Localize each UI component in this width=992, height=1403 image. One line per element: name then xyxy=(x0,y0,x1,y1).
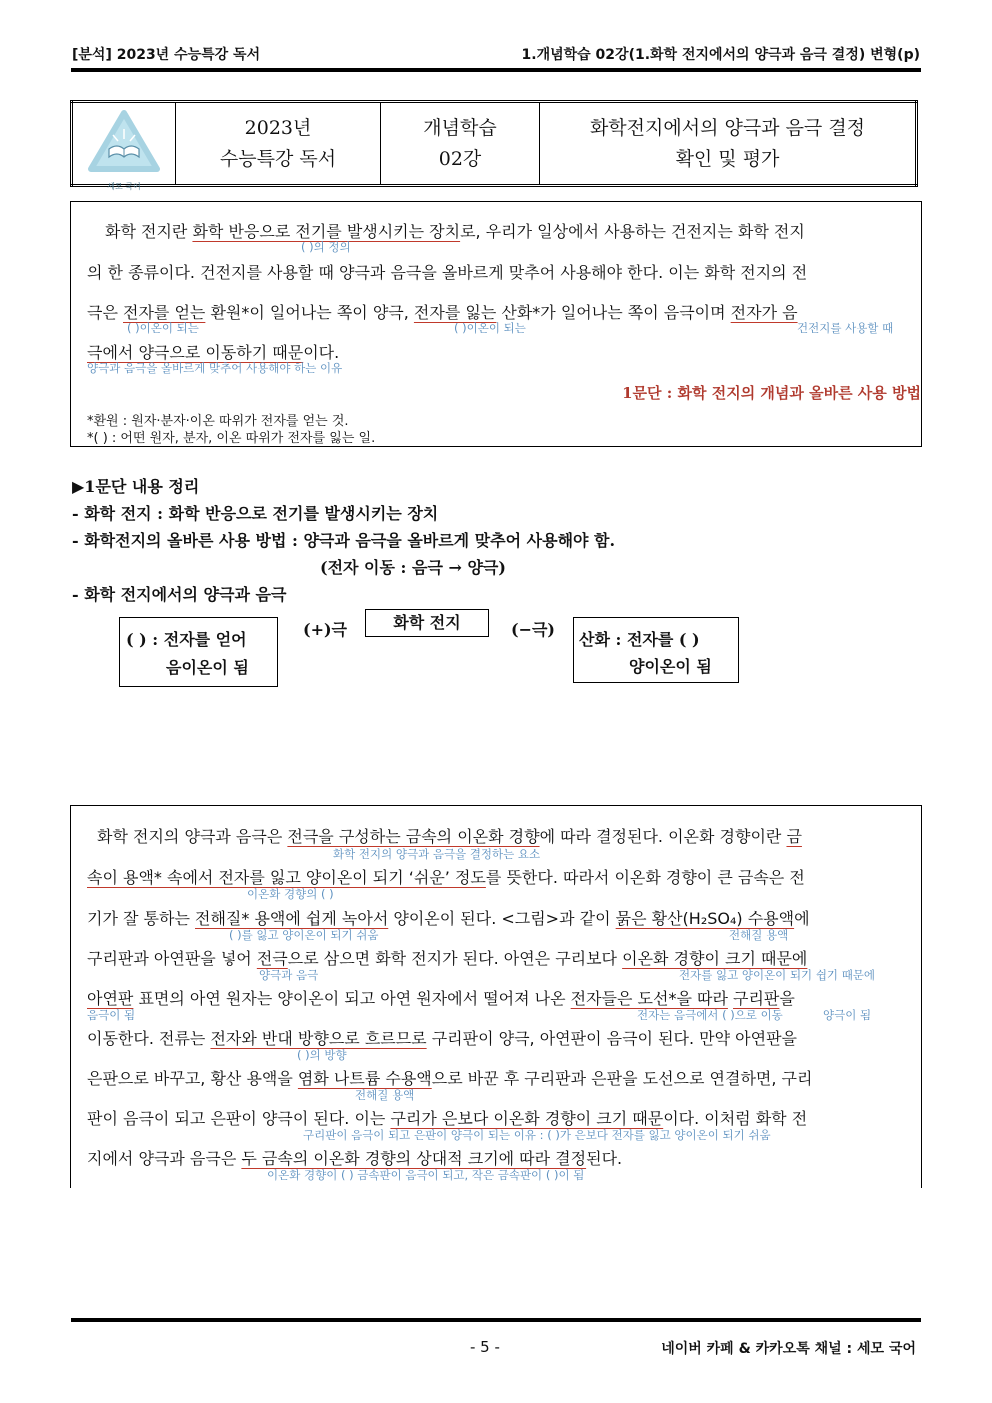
passage2-line-2: 속이 용액* 속에서 전자를 잃고 양이온이 되기 ‘쉬운’ 정도를 뜻한다. 따라서 이온화 경향이 큰 금속은 전 xyxy=(87,868,805,887)
footer-rule xyxy=(71,1318,921,1322)
annotation: 이온화 경향이 ( ) 금속판이 음극이 되고, 작은 금속판이 ( )이 됨 xyxy=(267,1168,585,1182)
passage1-line-1: 화학 전지란 화학 반응으로 전기를 발생시키는 장치로, 우리가 일상에서 사용하는 건전지는 화학 전지 xyxy=(105,222,805,241)
cathode-desc: ( ) : 전자를 얻어 xyxy=(126,630,247,649)
annotation: 건전지를 사용할 때 xyxy=(797,321,894,335)
passage1-line-4: 극에서 양극으로 이동하기 때문이다. xyxy=(87,343,340,362)
summary-item-1: - 화학 전지 : 화학 반응으로 전기를 발생시키는 장치 xyxy=(72,504,439,523)
summary-item-2-sub: (전자 이동 : 음극 → 양극) xyxy=(320,558,506,577)
footnote: *환원 : 원자·분자·이온 따위가 전자를 얻는 것. xyxy=(87,414,349,429)
passage1-line-3: 극은 전자를 얻는 환원*이 일어나는 쪽이 양극, 전자를 잃는 산화*가 일어나는 쪽이 음극이며 전자가 음 xyxy=(87,303,798,322)
annotation: 전해질 용액 xyxy=(355,1088,415,1102)
annotation: 양극이 됨 xyxy=(823,1008,872,1022)
logo-text: 세모 국어 xyxy=(107,181,141,191)
title-book: 수능특강 독서 xyxy=(219,147,337,170)
passage2-line-4: 구리판과 아연판을 넣어 전극으로 삼으면 화학 전지가 된다. 아연은 구리보다 이온화 경향이 크기 때문에 xyxy=(87,949,808,968)
cathode-box xyxy=(119,617,278,687)
title-table xyxy=(70,100,918,191)
title-lesson-num: 02강 xyxy=(438,147,482,170)
summary-heading: ▶1문단 내용 정리 xyxy=(72,477,200,496)
passage2-line-7: 은판으로 바꾸고, 황산 용액을 염화 나트륨 수용액으로 바꾼 후 구리판과 은판을 도선으로 연결하면, 구리 xyxy=(87,1069,813,1088)
cathode-result: 음이온이 됨 xyxy=(166,658,249,677)
passage2-line-8: 판이 음극이 되고 은판이 양극이 된다. 이는 구리가 은보다 이온화 경향이 크기 때문이다. 이처럼 화학 전 xyxy=(87,1109,808,1128)
anode-box xyxy=(573,617,739,683)
passage2-line-1: 화학 전지의 양극과 음극은 전극을 구성하는 금속의 이온화 경향에 따라 결정된다. 이온화 경향이란 금 xyxy=(97,827,802,846)
annotation: 양극과 음극을 올바르게 맞추어 사용해야 하는 이유 xyxy=(87,361,343,375)
anode-desc: 산화 : 전자를 ( ) xyxy=(579,630,700,649)
title-topic-cell xyxy=(540,102,917,186)
passage2-line-6: 이동한다. 전류는 전자와 반대 방향으로 흐르므로 구리판이 양극, 아연판이 음극이 된다. 만약 아연판을 xyxy=(87,1029,797,1048)
passage2-line-5: 아연판 표면의 아연 원자는 양이온이 되고 아연 원자에서 떨어져 나온 전자들은 도선*을 따라 구리판을 xyxy=(87,989,795,1008)
annotation: ( )의 방향 xyxy=(297,1048,347,1062)
logo-cell xyxy=(72,102,176,191)
annotation: 양극과 음극 xyxy=(259,968,319,982)
passage1-box xyxy=(70,201,922,447)
title-year: 2023년 xyxy=(244,116,312,139)
annotation: ( )를 잃고 양이온이 되기 쉬움 xyxy=(229,928,379,942)
annotation: 전자는 음극에서 ( )으로 이동 xyxy=(637,1008,783,1022)
title-year-cell xyxy=(176,102,381,186)
annotation: 전해질 용액 xyxy=(729,928,789,942)
annotation: ( )의 정의 xyxy=(301,240,351,254)
footer-channel: 네이버 카페 & 카카오톡 채널 : 세모 국어 xyxy=(661,1341,916,1357)
annotation: 음극이 됨 xyxy=(87,1008,136,1022)
annotation: 전자를 잃고 양이온이 되기 쉽기 때문에 xyxy=(679,968,876,982)
passage1-line-2: 의 한 종류이다. 건전지를 사용할 때 양극과 음극을 올바르게 맞추어 사용해야 한다. 이는 화학 전지의 전 xyxy=(87,263,808,282)
title-topic: 화학전지에서의 양극과 음극 결정 xyxy=(589,116,866,139)
anode-result: 양이온이 됨 xyxy=(629,657,712,676)
passage2-box xyxy=(70,805,922,1188)
annotation: ( )이온이 되는 xyxy=(454,321,526,335)
passage2-line-3: 기가 잘 통하는 전해질* 용액에 쉽게 녹아서 양이온이 된다. <그림>과 같이 묽은 황산(H₂SO₄) 수용액에 xyxy=(87,909,810,928)
minus-label: (−극) xyxy=(511,620,556,639)
annotation: 구리판이 음극이 되고 은판이 양극이 되는 이유 : ( )가 은보다 전자를 잃고 양이온이 되기 쉬움 xyxy=(303,1128,771,1142)
annotation: ( )이온이 되는 xyxy=(127,321,199,335)
passage2-line-9: 지에서 양극과 음극은 두 금속의 이온화 경향의 상대적 크기에 따라 결정된다. xyxy=(87,1149,623,1168)
header-rule xyxy=(71,68,921,72)
title-lesson: 개념학습 xyxy=(423,116,497,139)
header-right: 1.개념학습 02강(1.화학 전지에서의 양극과 음극 결정) 변형(p) xyxy=(521,47,920,63)
footnote: *( ) : 어떤 원자, 분자, 이온 따위가 전자를 잃는 일. xyxy=(87,431,376,446)
annotation: 이온화 경향의 ( ) xyxy=(247,887,334,901)
paragraph-summary-label: 1문단 : 화학 전지의 개념과 올바른 사용 방법 xyxy=(622,384,921,402)
annotation: 화학 전지의 양극과 음극을 결정하는 요소 xyxy=(333,847,541,861)
summary-item-2: - 화학전지의 올바른 사용 방법 : 양극과 음극을 올바르게 맞추어 사용해야 함. xyxy=(72,531,616,550)
title-lesson-cell xyxy=(381,102,540,186)
plus-label: (+)극 xyxy=(303,620,348,639)
logo xyxy=(85,107,163,191)
book-logo-icon xyxy=(85,107,163,181)
title-topic-sub: 확인 및 평가 xyxy=(675,147,780,170)
battery-box: 화학 전지 xyxy=(365,609,489,637)
summary-item-3: - 화학 전지에서의 양극과 음극 xyxy=(72,585,287,604)
header-left: [분석] 2023년 수능특강 독서 xyxy=(72,47,261,63)
page-number: - 5 - xyxy=(470,1338,500,1356)
